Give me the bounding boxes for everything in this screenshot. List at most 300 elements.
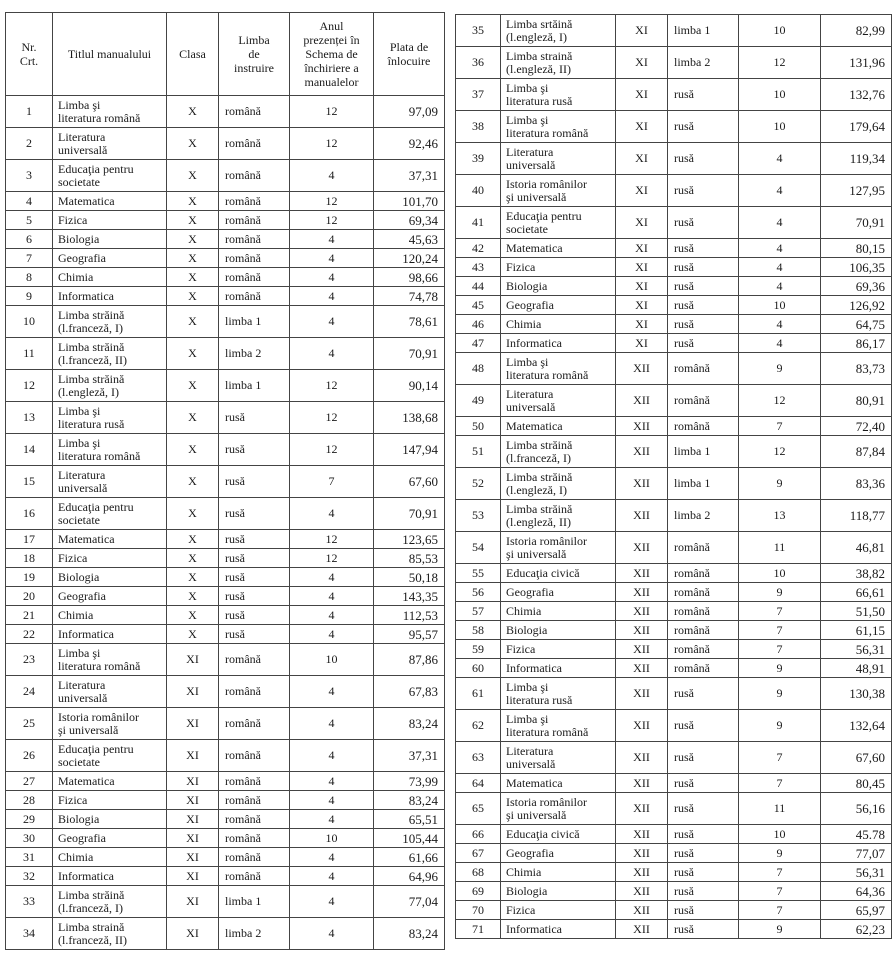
textbook-title: Istoria românilor şi universală <box>501 532 616 564</box>
replacement-fee: 87,86 <box>374 644 445 676</box>
table-row <box>456 500 892 532</box>
grade: XI <box>616 258 668 277</box>
years-in-scheme: 9 <box>739 920 821 939</box>
textbook-title: Chimia <box>53 268 167 287</box>
table-row <box>6 625 445 644</box>
header-nr: Nr. Crt. <box>6 13 53 96</box>
row-number: 6 <box>6 230 53 249</box>
row-number: 8 <box>6 268 53 287</box>
language: rusă <box>219 498 290 530</box>
grade: XI <box>167 676 219 708</box>
grade: XII <box>616 844 668 863</box>
grade: XII <box>616 882 668 901</box>
table-row <box>6 568 445 587</box>
language: română <box>219 810 290 829</box>
textbook-title: Matematica <box>53 772 167 791</box>
row-number: 18 <box>6 549 53 568</box>
replacement-fee: 73,99 <box>374 772 445 791</box>
table-row <box>6 644 445 676</box>
header-clasa: Clasa <box>167 13 219 96</box>
years-in-scheme: 9 <box>739 353 821 385</box>
row-number: 3 <box>6 160 53 192</box>
table-row <box>456 564 892 583</box>
textbook-title: Istoria românilor şi universală <box>53 708 167 740</box>
row-number: 31 <box>6 848 53 867</box>
grade: X <box>167 249 219 268</box>
row-number: 42 <box>456 239 501 258</box>
grade: XII <box>616 564 668 583</box>
years-in-scheme: 4 <box>739 315 821 334</box>
replacement-fee: 82,99 <box>821 15 892 47</box>
grade: XII <box>616 774 668 793</box>
years-in-scheme: 7 <box>739 863 821 882</box>
textbook-title: Limba straină (l.engleză, II) <box>501 47 616 79</box>
language: rusă <box>668 710 739 742</box>
header-anul: Anul prezenței în Schema de închiriere a manualelor <box>290 13 374 96</box>
replacement-fee: 90,14 <box>374 370 445 402</box>
replacement-fee: 69,34 <box>374 211 445 230</box>
table-row <box>6 434 445 466</box>
language: română <box>219 848 290 867</box>
textbook-table-left <box>5 12 445 950</box>
grade: XII <box>616 385 668 417</box>
grade: XII <box>616 678 668 710</box>
years-in-scheme: 7 <box>739 640 821 659</box>
grade: XI <box>167 740 219 772</box>
table-row <box>6 211 445 230</box>
table-row <box>6 791 445 810</box>
years-in-scheme: 4 <box>290 676 374 708</box>
table-row <box>6 918 445 950</box>
grade: X <box>167 287 219 306</box>
years-in-scheme: 4 <box>290 791 374 810</box>
row-number: 35 <box>456 15 501 47</box>
table-row <box>456 583 892 602</box>
language: română <box>219 791 290 810</box>
grade: XII <box>616 920 668 939</box>
language: rusă <box>668 825 739 844</box>
row-number: 57 <box>456 602 501 621</box>
years-in-scheme: 12 <box>290 211 374 230</box>
row-number: 49 <box>456 385 501 417</box>
textbook-title: Biologia <box>501 621 616 640</box>
years-in-scheme: 12 <box>290 530 374 549</box>
row-number: 48 <box>456 353 501 385</box>
years-in-scheme: 13 <box>739 500 821 532</box>
language: română <box>668 602 739 621</box>
textbook-title: Geografia <box>501 296 616 315</box>
replacement-fee: 67,83 <box>374 676 445 708</box>
table-row <box>456 710 892 742</box>
textbook-title: Educaţia pentru societate <box>53 160 167 192</box>
replacement-fee: 179,64 <box>821 111 892 143</box>
replacement-fee: 83,24 <box>374 918 445 950</box>
textbook-title: Matematica <box>501 239 616 258</box>
grade: X <box>167 230 219 249</box>
years-in-scheme: 4 <box>290 306 374 338</box>
textbook-title: Educaţia pentru societate <box>501 207 616 239</box>
row-number: 29 <box>6 810 53 829</box>
language: română <box>219 708 290 740</box>
row-number: 53 <box>456 500 501 532</box>
row-number: 68 <box>456 863 501 882</box>
replacement-fee: 132,64 <box>821 710 892 742</box>
replacement-fee: 86,17 <box>821 334 892 353</box>
textbook-title: Chimia <box>53 848 167 867</box>
language: rusă <box>668 742 739 774</box>
textbook-title: Biologia <box>53 230 167 249</box>
table-row <box>6 96 445 128</box>
table-row <box>6 587 445 606</box>
replacement-fee: 95,57 <box>374 625 445 644</box>
replacement-fee: 50,18 <box>374 568 445 587</box>
language: română <box>668 532 739 564</box>
row-number: 12 <box>6 370 53 402</box>
replacement-fee: 56,31 <box>821 640 892 659</box>
years-in-scheme: 4 <box>739 334 821 353</box>
replacement-fee: 80,15 <box>821 239 892 258</box>
textbook-title: Limba straină (l.franceză, II) <box>53 918 167 950</box>
grade: XI <box>167 772 219 791</box>
grade: XII <box>616 863 668 882</box>
language: română <box>219 829 290 848</box>
textbook-title: Fizica <box>53 211 167 230</box>
row-number: 7 <box>6 249 53 268</box>
grade: XII <box>616 500 668 532</box>
textbook-title: Limba străină (l.engleză, I) <box>53 370 167 402</box>
replacement-fee: 112,53 <box>374 606 445 625</box>
row-number: 34 <box>6 918 53 950</box>
grade: X <box>167 128 219 160</box>
textbook-table-right <box>455 14 892 939</box>
years-in-scheme: 4 <box>290 230 374 249</box>
replacement-fee: 147,94 <box>374 434 445 466</box>
row-number: 13 <box>6 402 53 434</box>
language: rusă <box>668 793 739 825</box>
table-row <box>456 863 892 882</box>
textbook-title: Educaţia pentru societate <box>53 498 167 530</box>
row-number: 9 <box>6 287 53 306</box>
table-row <box>456 844 892 863</box>
years-in-scheme: 10 <box>739 296 821 315</box>
replacement-fee: 74,78 <box>374 287 445 306</box>
replacement-fee: 65,97 <box>821 901 892 920</box>
replacement-fee: 92,46 <box>374 128 445 160</box>
grade: XI <box>167 848 219 867</box>
language: rusă <box>668 678 739 710</box>
grade: XI <box>167 867 219 886</box>
grade: X <box>167 606 219 625</box>
textbook-title: Fizica <box>501 901 616 920</box>
language: limba 1 <box>668 15 739 47</box>
table-row <box>6 306 445 338</box>
language: limba 1 <box>668 436 739 468</box>
table-row <box>456 296 892 315</box>
language: română <box>668 417 739 436</box>
years-in-scheme: 7 <box>739 882 821 901</box>
years-in-scheme: 4 <box>290 918 374 950</box>
replacement-fee: 138,68 <box>374 402 445 434</box>
table-row <box>456 417 892 436</box>
table-row <box>6 867 445 886</box>
replacement-fee: 80,91 <box>821 385 892 417</box>
row-number: 20 <box>6 587 53 606</box>
years-in-scheme: 4 <box>290 848 374 867</box>
replacement-fee: 83,36 <box>821 468 892 500</box>
textbook-title: Informatica <box>501 334 616 353</box>
language: rusă <box>668 175 739 207</box>
language: română <box>219 772 290 791</box>
years-in-scheme: 4 <box>739 175 821 207</box>
language: română <box>668 353 739 385</box>
textbook-title: Chimia <box>53 606 167 625</box>
textbook-title: Literatura universală <box>501 742 616 774</box>
textbook-title: Geografia <box>501 583 616 602</box>
textbook-title: Geografia <box>53 829 167 848</box>
row-number: 22 <box>6 625 53 644</box>
textbook-title: Limba străină (l.engleză, II) <box>501 500 616 532</box>
grade: X <box>167 192 219 211</box>
row-number: 38 <box>456 111 501 143</box>
replacement-fee: 38,82 <box>821 564 892 583</box>
grade: XI <box>616 143 668 175</box>
table-row <box>6 740 445 772</box>
row-number: 52 <box>456 468 501 500</box>
row-number: 2 <box>6 128 53 160</box>
language: rusă <box>219 606 290 625</box>
replacement-fee: 119,34 <box>821 143 892 175</box>
row-number: 25 <box>6 708 53 740</box>
table-row <box>456 901 892 920</box>
grade: XII <box>616 742 668 774</box>
language: rusă <box>219 530 290 549</box>
language: limba 2 <box>668 500 739 532</box>
language: rusă <box>219 434 290 466</box>
grade: XI <box>616 315 668 334</box>
replacement-fee: 118,77 <box>821 500 892 532</box>
table-row <box>456 315 892 334</box>
years-in-scheme: 4 <box>290 810 374 829</box>
years-in-scheme: 4 <box>290 587 374 606</box>
textbook-title: Matematica <box>501 417 616 436</box>
grade: X <box>167 338 219 370</box>
table-row <box>6 606 445 625</box>
years-in-scheme: 4 <box>290 606 374 625</box>
row-number: 4 <box>6 192 53 211</box>
row-number: 32 <box>6 867 53 886</box>
grade: XI <box>167 829 219 848</box>
textbook-title: Geografia <box>53 249 167 268</box>
textbook-title: Matematica <box>501 774 616 793</box>
grade: XI <box>616 111 668 143</box>
row-number: 24 <box>6 676 53 708</box>
grade: X <box>167 587 219 606</box>
grade: X <box>167 498 219 530</box>
language: rusă <box>219 466 290 498</box>
years-in-scheme: 4 <box>290 568 374 587</box>
grade: XI <box>167 644 219 676</box>
row-number: 44 <box>456 277 501 296</box>
years-in-scheme: 10 <box>739 79 821 111</box>
language: română <box>219 676 290 708</box>
table-row <box>456 143 892 175</box>
textbook-title: Informatica <box>53 867 167 886</box>
years-in-scheme: 12 <box>739 436 821 468</box>
grade: X <box>167 96 219 128</box>
table-row <box>6 160 445 192</box>
textbook-title: Matematica <box>53 530 167 549</box>
grade: XII <box>616 436 668 468</box>
replacement-fee: 37,31 <box>374 740 445 772</box>
table-row <box>6 249 445 268</box>
years-in-scheme: 4 <box>290 268 374 287</box>
years-in-scheme: 4 <box>290 625 374 644</box>
row-number: 16 <box>6 498 53 530</box>
textbook-title: Literatura universală <box>501 143 616 175</box>
header-title: Titlul manualului <box>53 13 167 96</box>
textbook-title: Limba străină (l.franceză, I) <box>501 436 616 468</box>
replacement-fee: 48,91 <box>821 659 892 678</box>
table-row <box>6 772 445 791</box>
row-number: 27 <box>6 772 53 791</box>
language: rusă <box>668 296 739 315</box>
years-in-scheme: 12 <box>290 192 374 211</box>
years-in-scheme: 7 <box>739 621 821 640</box>
years-in-scheme: 7 <box>739 417 821 436</box>
row-number: 66 <box>456 825 501 844</box>
replacement-fee: 64,36 <box>821 882 892 901</box>
table-row <box>456 258 892 277</box>
replacement-fee: 106,35 <box>821 258 892 277</box>
textbook-title: Informatica <box>53 625 167 644</box>
table-row <box>456 436 892 468</box>
years-in-scheme: 4 <box>739 143 821 175</box>
replacement-fee: 78,61 <box>374 306 445 338</box>
replacement-fee: 62,23 <box>821 920 892 939</box>
replacement-fee: 132,76 <box>821 79 892 111</box>
replacement-fee: 72,40 <box>821 417 892 436</box>
table-row <box>6 466 445 498</box>
grade: XII <box>616 793 668 825</box>
grade: X <box>167 211 219 230</box>
row-number: 40 <box>456 175 501 207</box>
table-row <box>456 207 892 239</box>
language: limba 2 <box>219 918 290 950</box>
grade: XI <box>167 886 219 918</box>
row-number: 55 <box>456 564 501 583</box>
textbook-title: Geografia <box>501 844 616 863</box>
replacement-fee: 105,44 <box>374 829 445 848</box>
textbook-title: Limba şi literatura rusă <box>501 79 616 111</box>
years-in-scheme: 10 <box>290 829 374 848</box>
years-in-scheme: 4 <box>290 867 374 886</box>
language: rusă <box>668 143 739 175</box>
language: română <box>219 128 290 160</box>
grade: X <box>167 466 219 498</box>
table-row <box>456 793 892 825</box>
table-row <box>456 15 892 47</box>
replacement-fee: 87,84 <box>821 436 892 468</box>
language: română <box>668 385 739 417</box>
grade: XI <box>616 277 668 296</box>
replacement-fee: 77,07 <box>821 844 892 863</box>
textbook-title: Informatica <box>501 920 616 939</box>
language: română <box>219 644 290 676</box>
textbook-title: Limba şi literatura română <box>501 353 616 385</box>
textbook-title: Biologia <box>501 277 616 296</box>
table-row <box>456 175 892 207</box>
textbook-title: Fizica <box>53 549 167 568</box>
textbook-title: Literatura universală <box>53 676 167 708</box>
textbook-title: Limba străină (l.franceză, I) <box>53 886 167 918</box>
row-number: 1 <box>6 96 53 128</box>
table-row <box>6 402 445 434</box>
years-in-scheme: 7 <box>739 901 821 920</box>
years-in-scheme: 12 <box>290 96 374 128</box>
years-in-scheme: 10 <box>739 825 821 844</box>
grade: XI <box>616 79 668 111</box>
row-number: 37 <box>456 79 501 111</box>
grade: X <box>167 625 219 644</box>
language: rusă <box>668 315 739 334</box>
language: limba 1 <box>219 886 290 918</box>
row-number: 23 <box>6 644 53 676</box>
language: română <box>219 96 290 128</box>
years-in-scheme: 4 <box>290 708 374 740</box>
years-in-scheme: 4 <box>290 740 374 772</box>
table-header-row <box>6 13 445 96</box>
grade: XI <box>616 47 668 79</box>
language: limba 1 <box>668 468 739 500</box>
table-row <box>456 621 892 640</box>
replacement-fee: 67,60 <box>374 466 445 498</box>
textbook-title: Istoria românilor şi universală <box>501 793 616 825</box>
row-number: 43 <box>456 258 501 277</box>
language: română <box>219 740 290 772</box>
years-in-scheme: 4 <box>290 249 374 268</box>
grade: X <box>167 568 219 587</box>
textbook-title: Biologia <box>501 882 616 901</box>
textbook-title: Chimia <box>501 602 616 621</box>
replacement-fee: 98,66 <box>374 268 445 287</box>
replacement-fee: 77,04 <box>374 886 445 918</box>
replacement-fee: 83,24 <box>374 708 445 740</box>
table-row <box>6 829 445 848</box>
years-in-scheme: 9 <box>739 468 821 500</box>
row-number: 30 <box>6 829 53 848</box>
row-number: 64 <box>456 774 501 793</box>
grade: X <box>167 549 219 568</box>
table-row <box>6 192 445 211</box>
table-row <box>456 79 892 111</box>
replacement-fee: 85,53 <box>374 549 445 568</box>
grade: X <box>167 402 219 434</box>
textbook-title: Limba şi literatura română <box>53 96 167 128</box>
years-in-scheme: 12 <box>290 370 374 402</box>
years-in-scheme: 4 <box>290 498 374 530</box>
table-row <box>456 334 892 353</box>
header-plata: Plata de înlocuire <box>374 13 445 96</box>
row-number: 26 <box>6 740 53 772</box>
language: română <box>219 867 290 886</box>
table-row <box>456 468 892 500</box>
years-in-scheme: 9 <box>739 710 821 742</box>
grade: X <box>167 160 219 192</box>
table-row <box>6 549 445 568</box>
table-row <box>456 602 892 621</box>
language: limba 1 <box>219 306 290 338</box>
replacement-fee: 69,36 <box>821 277 892 296</box>
